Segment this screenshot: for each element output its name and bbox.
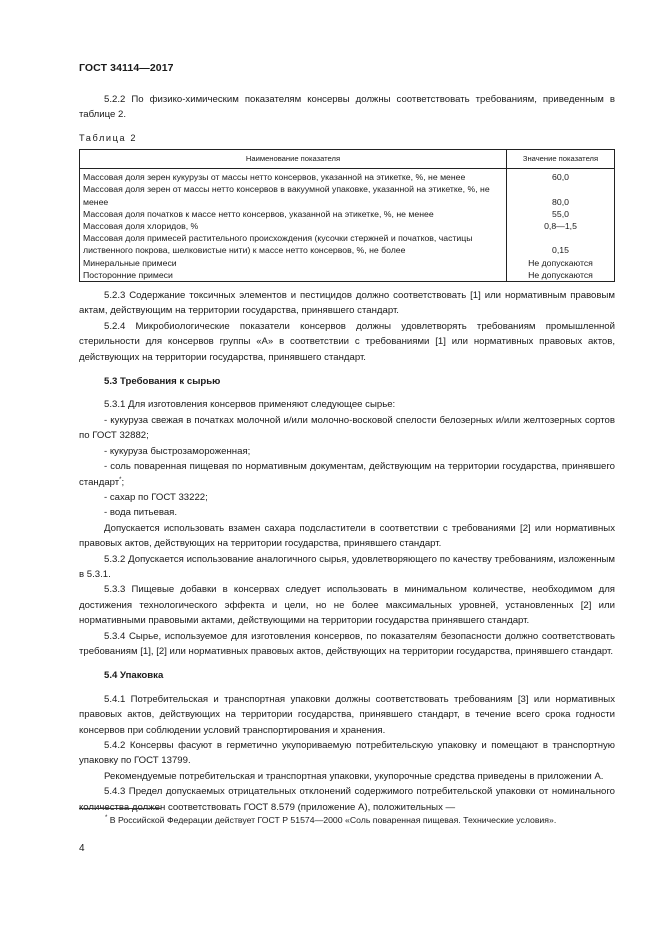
section-heading-5-3: 5.3 Требования к сырью xyxy=(104,376,221,388)
paragraph-sweeteners: Допускается использовать взамен сахара подсластители в соответствии с требованиями [2] или нормативных правовых актов, действующих на территории государства, принявшего стандарт. xyxy=(79,522,615,550)
table-row xyxy=(80,220,615,232)
table-header-value: Значение показателя xyxy=(507,150,615,169)
paragraph-5-4-3: 5.4.3 Предел допускаемых отрицательных отклонений содержимого потребительской упаковки от номинального количества должен соответствовать ГОСТ 8.579 (приложение А), положительных — xyxy=(79,786,615,813)
list-item-text: - соль поваренная пищевая по нормативным документам, действующим на территории государства, принявшего стандарт xyxy=(79,461,615,488)
table-row xyxy=(80,269,615,282)
table-row xyxy=(80,169,615,184)
list-item: - кукуруза свежая в початках молочной и/или молочно-восковой спелости белозерных и/или желтозерных сортов по ГОСТ 32882; xyxy=(79,414,615,442)
paragraph-5-2-4: 5.2.4 Микробиологические показатели консервов должны удовлетворять требованиям промышленной стерильности для консервов группы «А» в соответствии с требованиями [1] или нормативных правовых актов, действующих на территории государства, принявшего стандарт. xyxy=(79,320,615,363)
table-cell-value: 0,15 xyxy=(507,232,615,256)
list-item: - вода питьевая. xyxy=(104,507,178,519)
table-cell-name: Массовая доля примесей растительного происхождения (кусочки стержней и початков, частицы лиственного покрова, шелковистые нити) к массе нетто консервов, %, не более xyxy=(80,232,507,256)
paragraph-5-3-2: 5.3.2 Допускается использование аналогичного сырья, удовлетворяющего по качеству требованиям, изложенным в 5.3.1. xyxy=(79,553,615,580)
table-cell-name: Минеральные примеси xyxy=(80,257,507,269)
footnote-divider xyxy=(79,808,161,809)
table-cell-value: 0,8—1,5 xyxy=(507,220,615,232)
document-code: ГОСТ 34114—2017 xyxy=(79,62,174,74)
table-row xyxy=(80,232,615,256)
table-row xyxy=(80,183,615,207)
table-cell-name: Массовая доля хлоридов, % xyxy=(80,220,507,232)
paragraph-5-4-2: 5.4.2 Консервы фасуют в герметично укупориваемую потребительскую упаковку и помещают в транспортную упаковку по ГОСТ 13799. xyxy=(79,740,615,767)
table-cell-value: Не допускаются xyxy=(507,257,615,269)
table-cell-name: Массовая доля зерен кукурузы от массы нетто консервов, указанной на этикетке, %, не менее xyxy=(80,169,507,184)
table-header-name: Наименование показателя xyxy=(80,150,507,169)
table-caption: Таблица 2 xyxy=(79,132,138,143)
table-cell-value: 80,0 xyxy=(507,183,615,207)
table-cell-name: Посторонние примеси xyxy=(80,269,507,282)
table-cell-name: Массовая доля початков к массе нетто консервов, указанной на этикетке, %, не менее xyxy=(80,208,507,220)
table-row xyxy=(80,208,615,220)
paragraph-5-2-3: 5.2.3 Содержание токсичных элементов и пестицидов должно соответствовать [1] или нормативным правовым актам, действующим на территории государства, принявшего стандарт. xyxy=(79,290,615,317)
paragraph-5-3-4: 5.3.4 Сырье, используемое для изготовления консервов, по показателям безопасности должно соответствовать требованиям [1], [2] или нормативных правовых актов, действующих на территории государства, принявшего стандарт. xyxy=(79,630,615,657)
paragraph-5-3-3: 5.3.3 Пищевые добавки в консервах следует использовать в минимальном количестве, необходимом для достижения технологического эффекта и цели, но не более максимальных уровней, установленных [2] или нормативными правовыми актами, действующими на территории государства принявшего стандарт. xyxy=(79,584,615,627)
footnote xyxy=(79,814,615,827)
table-row xyxy=(80,257,615,269)
table-cell-value: 60,0 xyxy=(507,169,615,184)
section-heading-5-4: 5.4 Упаковка xyxy=(104,670,164,682)
list-item-end: ; xyxy=(121,476,125,488)
list-item xyxy=(79,459,615,490)
physico-chemical-table xyxy=(79,149,615,282)
footnote-reference: * xyxy=(119,476,122,483)
footnote-mark: * xyxy=(105,815,108,822)
paragraph-5-3-1: 5.3.1 Для изготовления консервов применяют следующее сырье: xyxy=(104,399,396,411)
paragraph-5-2-2: 5.2.2 По физико-химическим показателям консервы должны соответствовать требованиям, приведенным в таблице 2. xyxy=(79,94,615,121)
list-item: - кукуруза быстрозамороженная; xyxy=(104,445,251,457)
list-item: - сахар по ГОСТ 33222; xyxy=(104,491,208,503)
paragraph-recommended-packaging: Рекомендуемые потребительская и транспортная упаковки, укупорочные средства приведены в приложении А. xyxy=(104,770,604,782)
table-cell-name: Массовая доля зерен от массы нетто консервов в вакуумной упаковке, указанной на этикетке, %, не менее xyxy=(80,183,507,207)
page-number: 4 xyxy=(79,843,85,854)
table-cell-value: 55,0 xyxy=(507,208,615,220)
paragraph-5-4-1: 5.4.1 Потребительская и транспортная упаковки должны соответствовать требованиям [3] или нормативных правовых актов, действующих на территории государства, принявшего стандарт, в течение всего срока годности консервов при соблюдении условий транспортирования и хранения. xyxy=(79,693,615,736)
table-cell-value: Не допускаются xyxy=(507,269,615,282)
footnote-text: В Российской Федерации действует ГОСТ Р 51574—2000 «Соль поваренная пищевая. Технические условия». xyxy=(109,815,557,825)
page-body xyxy=(79,92,615,815)
